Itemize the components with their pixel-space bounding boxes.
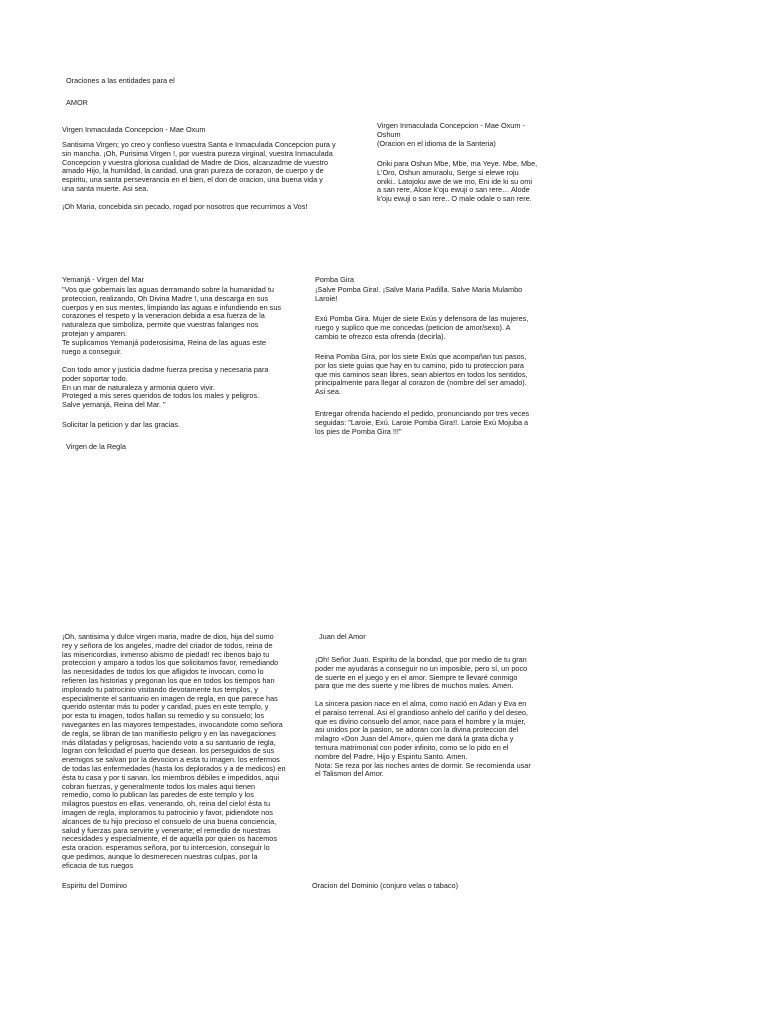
yemanja-body-3: Solicitar la peticion y dar las gracias. xyxy=(62,420,181,429)
regla-heading: Virgen de la Regla xyxy=(66,442,126,451)
footer-right-heading: Oracion del Dominio (conjuro velas o tabaco) xyxy=(312,881,459,890)
oxum-body: Santisima Virgen; yo creo y confieso vuestra Santa e Inmaculada Concepcion pura y sin mancha. ¡Oh, Purisima Virgen !, por vuestra pureza virginal, vuestra Inmaculada Concepcion y vuestra gloriosa cualidad de Madre de Dios, alcanzadme de vuestro amado Hijo, la humildad, la caridad, una gran pureza de corazon, de cuerpo y de espiritu, una santa perseverancia en el bien, el don de oracion, una buena vida y una santa muerte. Asi sea. xyxy=(62,140,336,193)
yemanja-body-1: "Vos que gobernais las aguas derramando sobre la humanidad tu proteccion, realizando, Oh Divina Madre !, una descarga en sus cuerpos y en sus mentes, limpiando las aguas e infundiendo en sus corazones el respeto y la veneracion debida a esa fuerza de la naturaleza que simboliza, permite que vuestras falanges nos protejan y amparen. Te suplicamos Yemanjá poderosisima, Reina de las aguas este ruego a conseguir. xyxy=(62,285,282,356)
pomba-heading: Pomba Gira xyxy=(315,275,354,284)
juan-heading: Juan del Amor xyxy=(319,632,366,641)
pomba-paragraph-2: Reina Pomba Gira, por los siete Exús que acompañan tus pasos, por los siete guias que hay en tu camino, pido tu proteccion para que mis caminos sean libres, sean abiertos en todos los sentidos, principalmente para llegar al corazon de (nombre del ser amado). Asi sea. xyxy=(315,352,528,397)
juan-paragraph-1: ¡Oh! Señor Juan. Espiritu de la bondad, que por medio de tu gran poder me ayudarás a conseguir no un imposible, pero sí, un poco de suerte en el juego y en el amor. Siempre te llevaré conmigo para que me des suerte y me libres de muchos males. Amen. xyxy=(315,655,528,691)
oxum-closing: ¡Oh Maria, concebida sin pecado, rogad por nosotros que recurrimos a Vos! xyxy=(62,202,308,211)
oxum-heading: Virgen Inmaculada Concepcion - Mae Oxum xyxy=(62,125,206,134)
juan-paragraph-2: La sincera pasion nace en el alma, como nació en Adan y Eva en el paraiso terrenal. Asi el grandioso anhelo del cariño y del deseo, que es divino consuelo del amor, nace para el hombre y la mujer, asi unidos por la pasion, se adoran con la divina proteccion del milagro «Don Juan del Amor», quien me dará la grata dicha y ternura matrimonial con poder infinito, como se lo pido en el nombre del Padre, Hijo y Espiritu Santo. Amen. Nota: Se reza por las noches antes de dormir. Se recomienda usar el Talismon del Amor. xyxy=(315,699,531,779)
footer-left-heading: Espiritu del Dominio xyxy=(62,881,127,890)
pomba-paragraph-1: Exú Pomba Gira. Mujer de siete Exús y defensora de las mujeres, ruego y suplico que me concedas (peticion de amor/sexo). A cambio te ofrezco esta ofrenda (decirla). xyxy=(315,314,529,341)
pomba-intro: ¡Salve Pomba Gira!. ¡Salve Maria Padilla. Salve Maria Mulambo Laroie! xyxy=(315,285,523,303)
regla-body: ¡Oh, santisima y dulce virgen maria, madre de dios, hija del sumo rey y señora de los angeles, madre del criador de todos, reina de las misericordias, inmenso abismo de piedad! rec ibenos bajo tu proteccion y amparo a todos los que solicitamos favor, remediando las necesidades de todos los que afligidos te invocan, como lo refieren las historias y pregonan los que en todos los tiempos han implorado tu patrocinio visitando devotamente tus templos, y especialmente el santuario en imagen de regla, en que parece has querido ostentar más tu poder y caridad, pues en este templo, y por esta tu imagen, todos hallan su remedio y su consuelo; los navegantes en las mayores tempestades, invocandote como señora de regla, se libran de tan manifiesto peligro y en las navegaciones más dilatadas y peligrosas, haciendo voto a su santuario de regla, logran con felicidad el puerto que desean. los perseguidos de sus enemigos se salvan por la devocion a esta tu imagen. los enfermos de todas las enfermedades (hasta los deplorados y a de medicos) en ésta tu casa y por ti sanan. los miembros débiles e impedidos, aqui cobran fuerzas, y generalmente todos los males aqui tienen remedio, como lo publican las paredes de este templo y los milagros puestos en ellas. venerando, oh, reina del cielo! ésta tu imagen de regla, imploramos tu patrocinio y favor, pidiendote nos alcances de tu hijo precioso el consuelo de una buena conciencia, salud y fuerzas para servirte y venerarte; el remedio de nuestras necesidades y especialmente, el de aquella por quien os hacemos esta oracion. esperamos señora, por tu intercesion, conseguir lo que pedimos, aunque lo desmerecen nuestras culpas, por la eficacia de tus ruegos xyxy=(62,632,286,870)
doc-subtitle: AMOR xyxy=(66,98,88,107)
doc-title: Oraciones a las entidades para el xyxy=(66,76,175,85)
oshum-heading: Virgen Inmaculada Concepcion - Mae Oxum - Oshum xyxy=(377,121,525,139)
pomba-paragraph-3: Entregar ofrenda haciendo el pedido, pronunciando por tres veces seguidas: "Laroie, Exú. Laroie Pomba Gira!!. Laroie Exú Mojuba a los pies de Pomba Gira !!!" xyxy=(315,409,530,436)
yemanja-body-2: Con todo amor y justicia dadme fuerza precisa y necesaria para poder soportar todo. En un mar de naturaleza y armonia quiero vivir. Proteged a mis seres queridos de todos los males y peligros. Salve yemanjá, Reina del Mar. " xyxy=(62,365,269,410)
yemanja-heading: Yemanjá - Virgen del Mar xyxy=(62,275,144,284)
oshum-subheading: (Oracion en el idioma de la Santeria) xyxy=(377,139,496,148)
oshum-body: Oriki para Oshun Mbe, Mbe, ma Yeye. Mbe, Mbe, L'Oro, Oshun amuraolu, Serge si elewe roju oniki.. Latojoku awe de we mo, Eni ide ki su omi a san rere, Alose k'oju ewuji o san rere… Alode k'oju ewuji o san rere.. O male odale o san rere. xyxy=(377,159,538,204)
